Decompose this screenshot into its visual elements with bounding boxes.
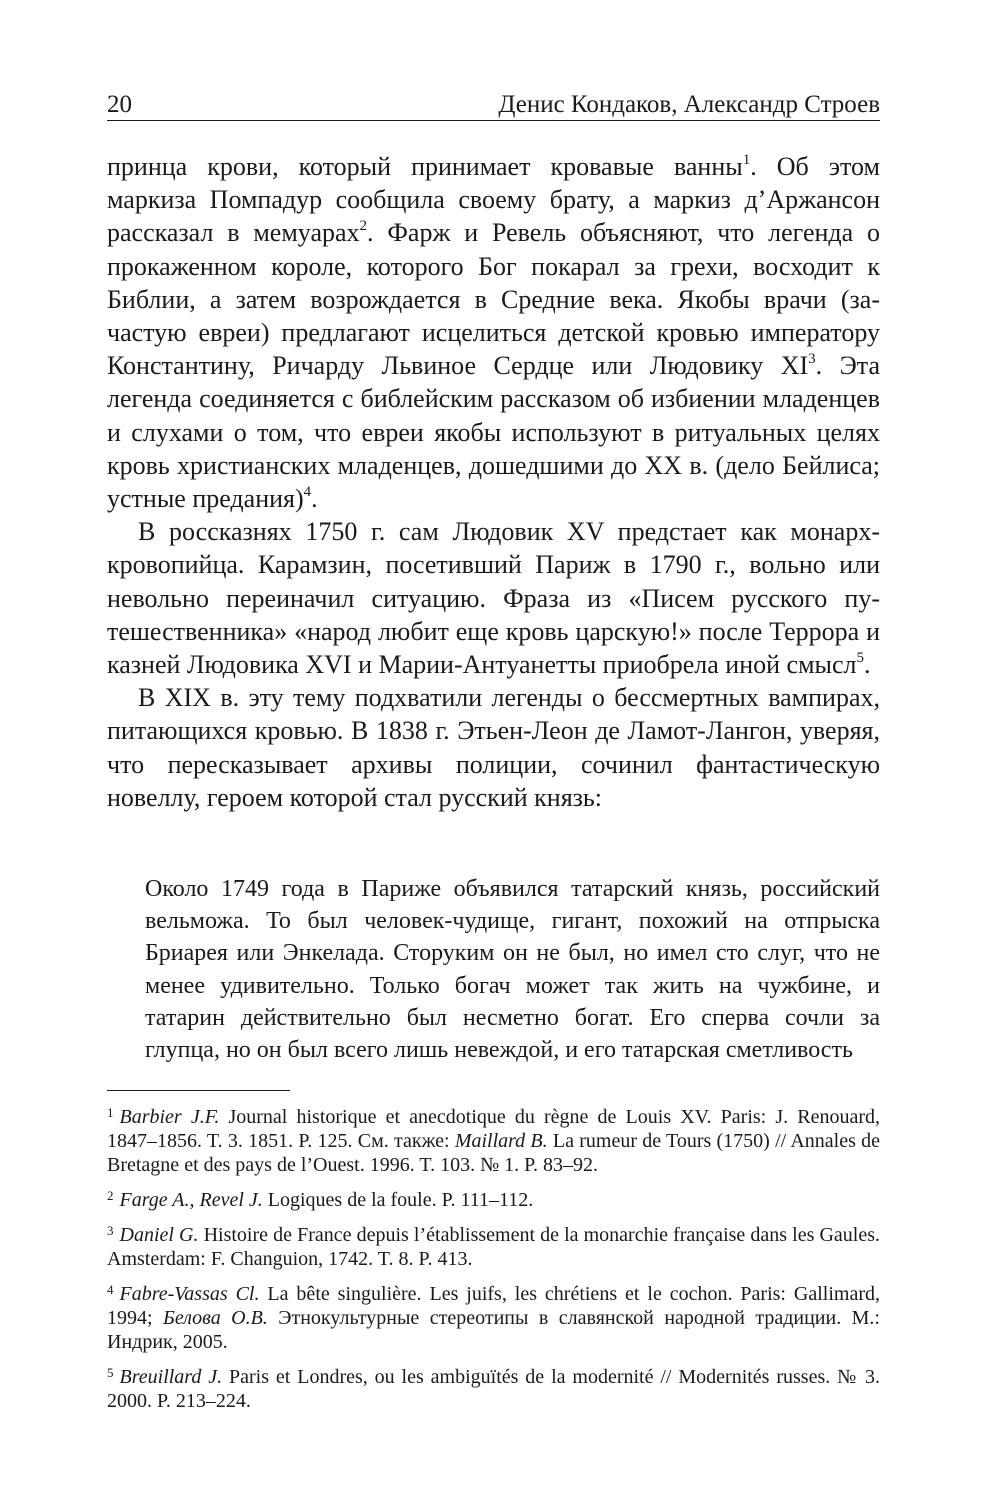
quote-text: Около 1749 года в Париже объявился татарский князь, российский вельможа. То был человек-чудище, гигант, похожий на отпрыска Бриарея или Энкелада. Сторуким он не был, но имел сто слуг, что не менее удивительно. Только богач может так жить на чужбине, и татарин действительно был несметно богат. Его сперва сочли за глупца, но он был всего лишь невеждой, и его татарская сметливость bbox=[145, 876, 880, 1064]
footnote-text: La bête singulière. Les juifs, les chrétiens et le cochon. Paris: Gallimard, 1994; bbox=[107, 1283, 881, 1329]
footnote-text: Paris et Londres, ou les ambiguïtés de la modernité // Modernités russes. № 3. 2000. P. 213–224. bbox=[107, 1366, 880, 1412]
footnote-ref-3[interactable]: 3 bbox=[808, 351, 816, 368]
footnote-mark: 4 bbox=[107, 1282, 114, 1297]
footnote-text-2: Этнокультурные стереотипы в славянской народной традиции. М.: Индрик, 2005. bbox=[107, 1307, 880, 1353]
text-span: В россказнях 1750 г. сам Людовик XV предстает как монарх-кровопийца. Карамзин, посетивший Париж в 1790 г., вольно или невольно переиначил ситуацию. Фраза из «Писем русского путешественника» «народ любит еще кровь царскую!» после Террора и казней Людовика XVI и Марии-Антуанетты приобрела иной смысл bbox=[107, 517, 880, 680]
paragraph-2 bbox=[107, 515, 880, 681]
footnote-text: Journal historique et anecdotique du règne de Louis XV. Paris: J. Renouard, 1847–1856. T. 3. 1851. P. 125. См. также: bbox=[107, 1106, 881, 1152]
running-head-authors: Денис Кондаков, Александр Строев bbox=[498, 91, 880, 118]
footnotes bbox=[107, 1101, 880, 1420]
footnote-author: Barbier J.F. bbox=[119, 1106, 220, 1128]
paragraph-1 bbox=[107, 150, 880, 515]
footnote-ref-2[interactable]: 2 bbox=[359, 218, 368, 235]
footnote-mark: 2 bbox=[107, 1188, 114, 1203]
footnote-5 bbox=[107, 1361, 880, 1413]
footnote-author: Fabre-Vassas Cl. bbox=[119, 1283, 260, 1305]
running-header bbox=[107, 86, 880, 121]
footnote-mark: 5 bbox=[107, 1365, 114, 1380]
footnote-1 bbox=[107, 1101, 880, 1177]
text-span: . Фарж и Ревель объясняют, что легенда о прокаженном короле, которого Бог покарал за грехи, восходит к Библии, а затем возрождается в Средние века. Якобы врачи (зачастую евреи) предлагают исцелиться детской кровью императору Константину, Ричарду Львиное Сердце или Людовику XI bbox=[107, 218, 881, 381]
text-span: принца крови, который принимает кровавые ванны bbox=[107, 152, 743, 181]
footnote-ref-1[interactable]: 1 bbox=[742, 152, 751, 168]
footnote-author: Breuillard J. bbox=[119, 1366, 223, 1388]
text-span: . Эта легенда соединяется с библейским рассказом об избиении младенцев и слухами о том, что евреи якобы используют в ритуальных целях кровь христианских младенцев, дошедшими до XX в. (дело Бейлиса; устные предания) bbox=[107, 351, 881, 514]
footnote-2 bbox=[107, 1184, 880, 1212]
footnote-text-2: La rumeur de Tours (1750) // Annales de Bretagne et des pays de l’Ouest. 1996. T. 103. № 1. P. 83–92. bbox=[107, 1130, 880, 1176]
footnote-author-2: Maillard B. bbox=[454, 1130, 548, 1152]
footnote-author: Farge A., Revel J. bbox=[119, 1189, 263, 1211]
text-span: . bbox=[311, 484, 318, 514]
footnote-mark: 3 bbox=[107, 1223, 114, 1238]
page-number: 20 bbox=[107, 91, 132, 118]
block-quote bbox=[145, 873, 880, 1066]
footnote-mark: 1 bbox=[107, 1105, 114, 1120]
footnote-3 bbox=[107, 1219, 880, 1271]
footnote-author-2: Белова О.В. bbox=[163, 1307, 268, 1329]
footnote-ref-4[interactable]: 4 bbox=[303, 484, 312, 501]
footnote-author: Daniel G. bbox=[119, 1224, 199, 1246]
footnote-4 bbox=[107, 1278, 880, 1354]
text-span: . bbox=[864, 650, 871, 680]
footnote-text: Logiques de la foule. P. 111–112. bbox=[262, 1189, 534, 1211]
paragraph-3: В XIX в. эту тему подхватили легенды о бессмертных вампирах, питающихся кровью. В 1838 г. Этьен-Леон де Ламот-Лангон, уверяя, что пересказывает архивы полиции, сочинил фантастическую новеллу, героем которой стал русский князь: bbox=[107, 683, 880, 812]
footnote-divider bbox=[107, 1090, 290, 1091]
text-span: . Об этом маркиза Помпадур сообщила своему брату, а маркиз д’Аржансон рассказал в мемуарах bbox=[107, 152, 880, 248]
footnote-ref-5[interactable]: 5 bbox=[856, 650, 865, 667]
footnote-text: Histoire de France depuis l’établissement de la monarchie française dans les Gaules. Amsterdam: F. Changuion, 1742. T. 8. P. 413. bbox=[107, 1224, 880, 1270]
main-text bbox=[107, 150, 880, 814]
